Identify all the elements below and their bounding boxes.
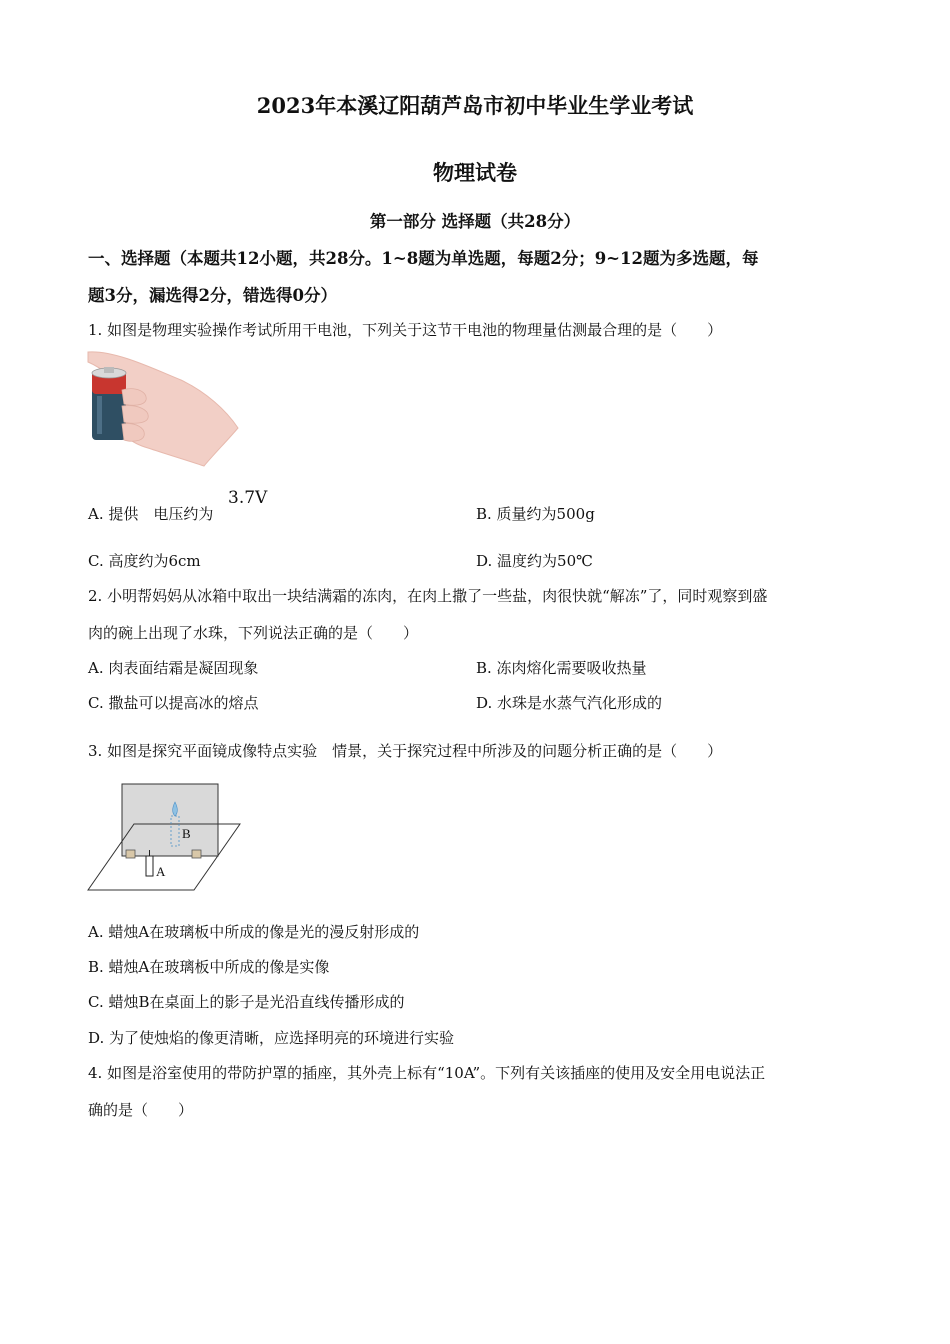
q3-option-d: D. 为了使烛焰的像更清晰，应选择明亮的环境进行实验	[88, 1029, 455, 1047]
q1-option-c: C. 高度约为6cm	[88, 552, 201, 570]
battery-in-hand-figure	[86, 350, 246, 470]
q3-option-a: A. 蜡烛A在玻璃板中所成的像是光的漫反射形成的	[88, 923, 420, 941]
q4-stem-line2: 确的是（ ）	[88, 1101, 194, 1119]
q1-option-a-formula: 3.7V	[228, 488, 268, 508]
part-title: 第一部分 选择题（共28分）	[369, 212, 581, 231]
q2-option-b: B. 冻肉熔化需要吸收热量	[476, 659, 647, 677]
q4-stem-line1: 4. 如图是浴室使用的带防护罩的插座，其外壳上标有“10A”。下列有关该插座的使用及安全用电说法正	[88, 1064, 766, 1082]
label-a: A	[156, 864, 166, 879]
q1-stem: 1. 如图是物理实验操作考试所用干电池，下列关于这节干电池的物理量估测最合理的是（ ）	[88, 321, 723, 339]
q1-option-a: A. 提供 电压约为	[88, 505, 214, 523]
q3-option-b: B. 蜡烛A在玻璃板中所成的像是实像	[88, 958, 330, 976]
q3-option-c: C. 蜡烛B在桌面上的影子是光沿直线传播形成的	[88, 993, 405, 1011]
glass-plate	[122, 784, 218, 856]
q2-stem-line1: 2. 小明帮妈妈从冰箱中取出一块结满霜的冻肉，在肉上撒了一些盐，肉很快就“解冻”了，同时观察到盛	[88, 587, 768, 605]
q2-option-d: D. 水珠是水蒸气汽化形成的	[476, 694, 663, 712]
q3-stem: 3. 如图是探究平面镜成像特点实验 情景，关于探究过程中所涉及的问题分析正确的是（ ）	[88, 742, 723, 760]
q1-option-b: B. 质量约为500g	[476, 505, 595, 523]
q2-option-a: A. 肉表面结霜是凝固现象	[88, 659, 259, 677]
q2-stem-line2: 肉的碗上出现了水珠，下列说法正确的是（ ）	[88, 624, 419, 642]
support-block-left	[126, 850, 135, 858]
section-header-line1: 一、选择题（本题共12小题，共28分。1~8题为单选题，每题2分；9~12题为多选题，每	[88, 249, 759, 268]
candle-a	[146, 856, 153, 876]
label-b: B	[182, 826, 191, 841]
q2-option-c: C. 撒盐可以提高冰的熔点	[88, 694, 259, 712]
q1-option-d: D. 温度约为50℃	[476, 552, 593, 570]
plane-mirror-figure	[86, 780, 246, 895]
battery-terminal	[104, 367, 114, 373]
exam-title: 2023年本溪辽阳葫芦岛市初中毕业生学业考试	[256, 93, 694, 118]
section-header-line2: 题3分，漏选得2分，错选得0分）	[88, 286, 337, 305]
support-block-right	[192, 850, 201, 858]
battery-shine	[97, 396, 102, 434]
subject-title: 物理试卷	[433, 160, 517, 185]
